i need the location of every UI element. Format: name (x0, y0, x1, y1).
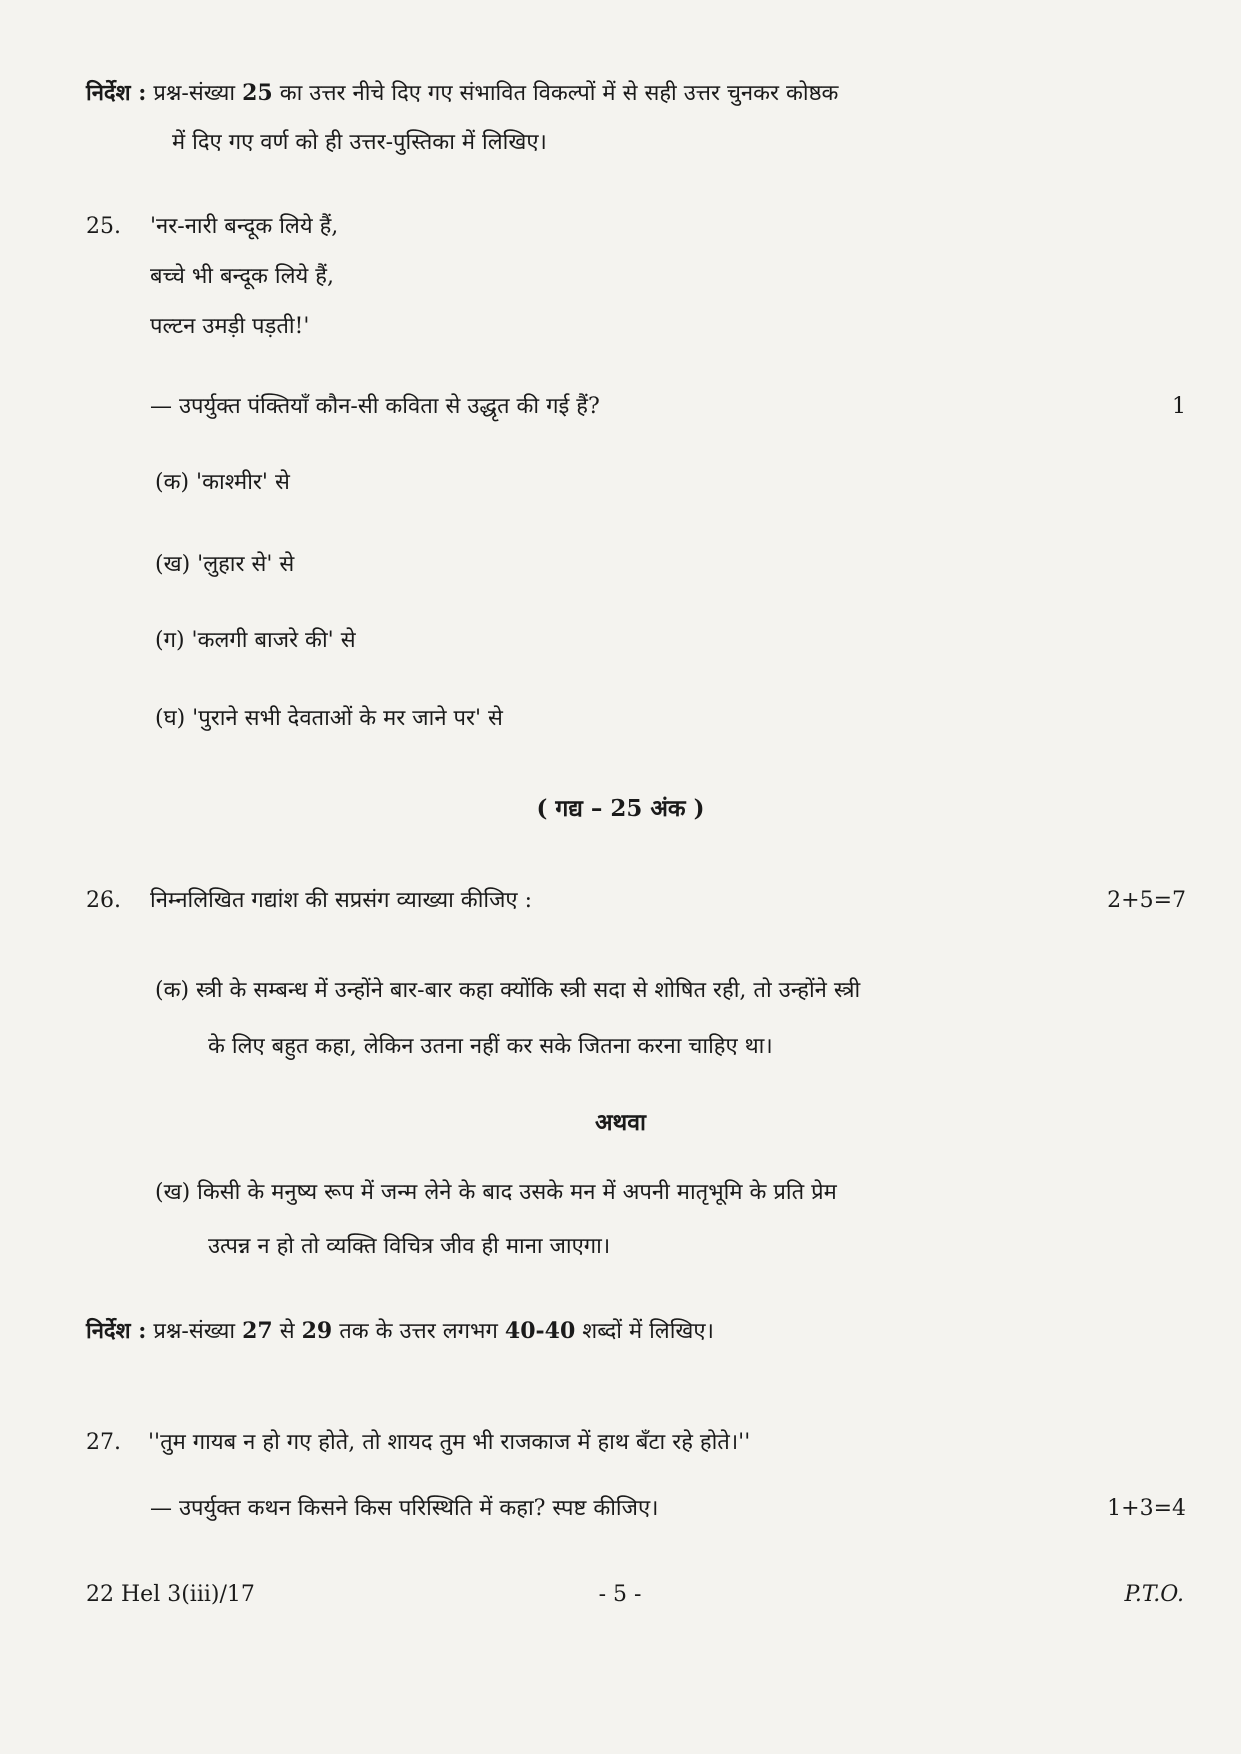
pto-label: P.T.O. (1124, 1582, 1184, 1607)
verse-line-3: पल्टन उमड़ी पड़ती!' (150, 314, 310, 339)
question-number-25: 25. (86, 214, 121, 239)
section-heading: ( गद्य – 25 अंक ) (536, 795, 705, 822)
question-27-text: — उपर्युक्त कथन किसने किस परिस्थिति में कहा? स्पष्ट कीजिए। (150, 1496, 659, 1521)
verse-line-1: 'नर-नारी बन्दूक लिये हैं, (150, 214, 339, 239)
question-number-27: 27. (86, 1430, 121, 1455)
question-25-marks: 1 (1172, 394, 1186, 419)
question-26-marks: 2+5=7 (1107, 888, 1186, 913)
paper-code: 22 Hel 3(iii)/17 (86, 1582, 255, 1607)
option-kha: (ख) 'लुहार से' से (155, 552, 295, 577)
instruction-27-29: निर्देश : प्रश्न-संख्या 27 से 29 तक के उत्तर लगभग 40-40 शब्दों में लिखिए। (86, 1318, 714, 1344)
question-number-26: 26. (86, 888, 121, 913)
question-26-text: निम्नलिखित गद्यांश की सप्रसंग व्याख्या कीजिए : (150, 888, 532, 913)
instruction-label: निर्देश : (86, 80, 147, 106)
question-27-marks: 1+3=4 (1107, 1496, 1186, 1521)
question-27-quote: ''तुम गायब न हो गए होते, तो शायद तुम भी राजकाज में हाथ बँटा रहे होते।'' (148, 1430, 751, 1455)
passage-ka-line1: (क) स्त्री के सम्बन्ध में उन्होंने बार-बार कहा क्योंकि स्त्री सदा से शोषित रही, तो उन्होंने स्त्री (155, 978, 861, 1003)
page-number: - 5 - (598, 1582, 642, 1607)
question-25-text: — उपर्युक्त पंक्तियाँ कौन-सी कविता से उद्धृत की गई हैं? (150, 394, 600, 419)
or-label: अथवा (594, 1109, 646, 1136)
passage-kha-line2: उत्पन्न न हो तो व्यक्ति विचित्र जीव ही माना जाएगा। (208, 1234, 611, 1259)
option-ga: (ग) 'कलगी बाजरे की' से (155, 628, 356, 653)
instruction-25-line2: में दिए गए वर्ण को ही उत्तर-पुस्तिका में लिखिए। (172, 130, 547, 155)
verse-line-2: बच्चे भी बन्दूक लिये हैं, (150, 264, 334, 289)
option-gha: (घ) 'पुराने सभी देवताओं के मर जाने पर' से (155, 706, 503, 731)
passage-ka-line2: के लिए बहुत कहा, लेकिन उतना नहीं कर सके जितना करना चाहिए था। (208, 1034, 773, 1059)
passage-kha-line1: (ख) किसी के मनुष्य रूप में जन्म लेने के बाद उसके मन में अपनी मातृभूमि के प्रति प्रेम (155, 1180, 837, 1205)
option-ka: (क) 'काश्मीर' से (155, 470, 290, 495)
instruction-25: निर्देश : प्रश्न-संख्या 25 का उत्तर नीचे दिए गए संभावित विकल्पों में से सही उत्तर चुनकर कोष्ठक (86, 80, 839, 106)
